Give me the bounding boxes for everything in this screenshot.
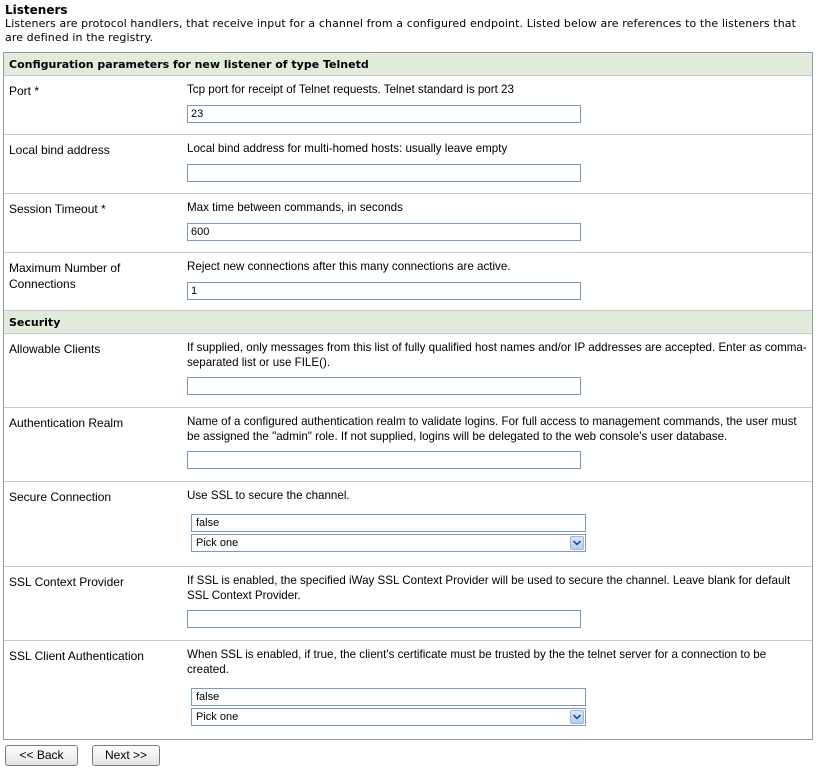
row-ssl-context-provider [4, 567, 812, 641]
allowable-clients-help: If supplied, only messages from this list of fully qualified host names and/or IP addresses are accepted. Enter as comma-separated list or use FILE(). [187, 341, 807, 369]
port-input[interactable]: 23 [187, 105, 581, 123]
ssl-client-auth-label: SSL Client Authentication [9, 649, 144, 663]
secure-connection-select[interactable] [191, 534, 586, 552]
chevron-down-icon[interactable] [570, 536, 584, 550]
ssl-context-provider-help: If SSL is enabled, the specified iWay SSL Context Provider will be used to secure the channel. Leave blank for default SSL Context Provider. [187, 574, 791, 602]
secure-connection-select-value: Pick one [196, 537, 239, 549]
chevron-down-icon[interactable] [570, 710, 584, 724]
page-header [5, 3, 813, 45]
row-secure-connection [4, 482, 812, 567]
bind-address-input[interactable] [187, 164, 581, 182]
ssl-client-auth-input[interactable]: false [191, 688, 586, 706]
max-connections-help: Reject new connections after this many connections are active. [187, 260, 511, 273]
bind-address-help: Local bind address for multi-homed hosts: usually leave empty [187, 142, 508, 155]
authentication-realm-label: Authentication Realm [9, 416, 124, 430]
session-timeout-label: Session Timeout * [9, 202, 106, 216]
ssl-client-auth-help: When SSL is enabled, if true, the client's certificate must be trusted by the the telnet server for a connection to be created. [187, 648, 767, 676]
ssl-context-provider-label: SSL Context Provider [9, 575, 124, 589]
port-label: Port * [9, 84, 40, 98]
row-max-connections [4, 253, 812, 311]
page-description: Listeners are protocol handlers, that receive input for a channel from a configured endpoint. Listed below are references to the listeners that are defined in the registry. [5, 17, 797, 44]
ssl-client-auth-select-value: Pick one [196, 711, 239, 723]
allowable-clients-label: Allowable Clients [9, 342, 101, 356]
row-bind-address [4, 135, 812, 194]
config-panel [3, 52, 813, 740]
next-button[interactable]: Next >> [92, 745, 160, 766]
row-session-timeout [4, 194, 812, 253]
authentication-realm-input[interactable] [187, 451, 581, 469]
row-ssl-client-auth [4, 641, 812, 740]
row-authentication-realm [4, 408, 812, 482]
section-config-header: Configuration parameters for new listener of type Telnetd [4, 53, 812, 76]
page-title: Listeners [5, 3, 68, 17]
allowable-clients-input[interactable] [187, 377, 581, 395]
secure-connection-input[interactable]: false [191, 514, 586, 532]
max-connections-input[interactable]: 1 [187, 282, 581, 300]
secure-connection-label: Secure Connection [9, 490, 112, 504]
ssl-context-provider-input[interactable] [187, 610, 581, 628]
back-button[interactable]: << Back [5, 745, 78, 766]
port-help: Tcp port for receipt of Telnet requests. Telnet standard is port 23 [187, 83, 514, 96]
section-security-header: Security [4, 311, 812, 334]
bind-address-label: Local bind address [9, 143, 110, 157]
session-timeout-input[interactable]: 600 [187, 223, 581, 241]
row-port [4, 76, 812, 135]
session-timeout-help: Max time between commands, in seconds [187, 201, 403, 214]
row-allowable-clients [4, 334, 812, 408]
ssl-client-auth-select[interactable] [191, 708, 586, 726]
secure-connection-help: Use SSL to secure the channel. [187, 489, 350, 502]
authentication-realm-help: Name of a configured authentication realm to validate logins. For full access to management commands, the user must be assigned the "admin" role. If not supplied, logins will be delegated to the web console's user database. [187, 415, 797, 443]
max-connections-label: Maximum Number of Connections [9, 261, 121, 291]
